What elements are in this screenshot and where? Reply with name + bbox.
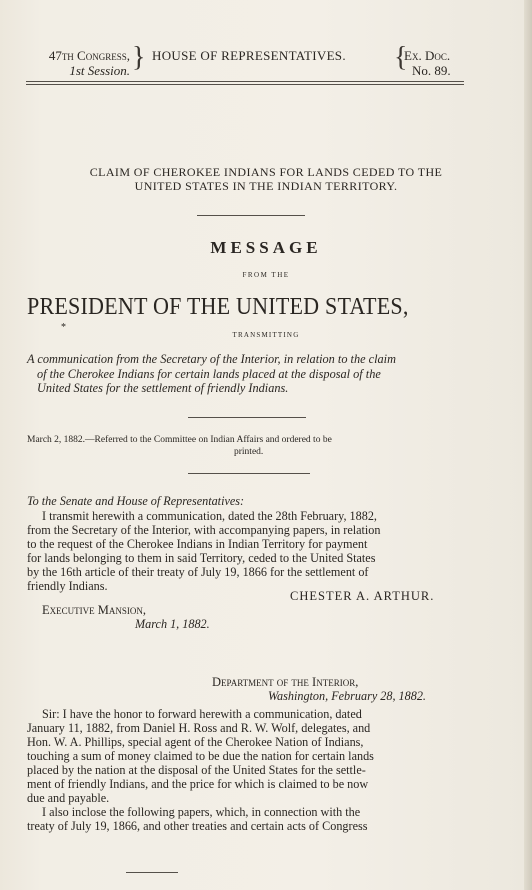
president-signature: CHESTER A. ARTHUR. bbox=[290, 589, 435, 603]
right-brace: { bbox=[394, 42, 408, 73]
letter-line-2: from the Secretary of the Interior, with accompanying papers, in relation bbox=[27, 523, 381, 537]
letter-line-1: I transmit herewith a communication, dated the 28th February, 1882, bbox=[42, 509, 377, 523]
body-line-6: ment of friendly Indians, and the price for which is claimed to be now bbox=[27, 777, 369, 791]
body-line-3: Hon. W. A. Phillips, special agent of the Cherokee Nation of Indians, bbox=[27, 735, 364, 749]
doc-number: No. 89. bbox=[412, 63, 451, 78]
letter-line-6: friendly Indians. bbox=[27, 579, 108, 593]
message-heading: MESSAGE bbox=[210, 238, 322, 257]
doc-label: Ex. Doc. bbox=[404, 48, 451, 63]
header-rule-top bbox=[26, 81, 464, 82]
department-date: Washington, February 28, 1882. bbox=[268, 689, 426, 703]
session-label: 1st Session. bbox=[69, 63, 130, 78]
president-heading: PRESIDENT OF THE UNITED STATES, bbox=[27, 294, 409, 320]
left-brace: } bbox=[132, 42, 146, 73]
page-foot-rule bbox=[126, 872, 178, 873]
body-line-2: January 11, 1882, from Daniel H. Ross and R. W. Wolf, delegates, and bbox=[27, 721, 371, 735]
body-line-5: placed by the nation at the disposal of the United States for the settle- bbox=[27, 763, 366, 777]
title-divider bbox=[197, 215, 305, 216]
letter-line-3: to the request of the Cherokee Indians in Indian Territory for payment bbox=[27, 537, 368, 551]
from-the-label: FROM THE bbox=[242, 271, 290, 279]
summary-line-3: United States for the settlement of friendly Indians. bbox=[37, 381, 289, 395]
referral-line-1: March 2, 1882.—Referred to the Committee on Indian Affairs and ordered to be bbox=[27, 435, 332, 445]
header-rule-bottom bbox=[26, 84, 464, 85]
executive-mansion: Executive Mansion, bbox=[42, 603, 146, 617]
transmitting-label: TRANSMITTING bbox=[232, 331, 300, 339]
department-heading: Department of the Interior, bbox=[212, 675, 359, 689]
title-line-2: UNITED STATES IN THE INDIAN TERRITORY. bbox=[134, 179, 398, 193]
referral-divider bbox=[188, 473, 310, 474]
body-line-7: due and payable. bbox=[27, 791, 110, 805]
body-line-8: I also inclose the following papers, which, in connection with the bbox=[42, 805, 361, 819]
document-number bbox=[404, 48, 451, 78]
summary-divider bbox=[188, 417, 306, 418]
letter-line-5: by the 16th article of their treaty of July 19, 1866 for the settlement of bbox=[27, 565, 369, 579]
body-line-9: treaty of July 19, 1866, and other treaties and certain acts of Congress bbox=[27, 819, 368, 833]
title-line-1: CLAIM OF CHEROKEE INDIANS FOR LANDS CEDED TO THE bbox=[89, 165, 443, 179]
salutation: To the Senate and House of Representatives: bbox=[27, 494, 245, 508]
summary-line-2: of the Cherokee Indians for certain lands placed at the disposal of the bbox=[37, 367, 381, 381]
body-line-1: Sir: I have the honor to forward herewith a communication, dated bbox=[42, 707, 362, 721]
page-edge bbox=[524, 0, 532, 890]
summary-line-1: A communication from the Secretary of the Interior, in relation to the claim bbox=[27, 352, 396, 366]
asterisk-mark: * bbox=[61, 322, 66, 333]
mansion-date: March 1, 1882. bbox=[135, 617, 210, 631]
letter-line-4: for lands belonging to them in said Territory, ceded to the United States bbox=[27, 551, 376, 565]
congress-session bbox=[26, 48, 130, 78]
body-line-4: touching a sum of money claimed to be due the nation for certain lands bbox=[27, 749, 374, 763]
referral-line-2: printed. bbox=[234, 447, 264, 457]
house-heading: HOUSE OF REPRESENTATIVES. bbox=[152, 48, 346, 63]
congress-label: 47th Congress, bbox=[48, 48, 130, 63]
